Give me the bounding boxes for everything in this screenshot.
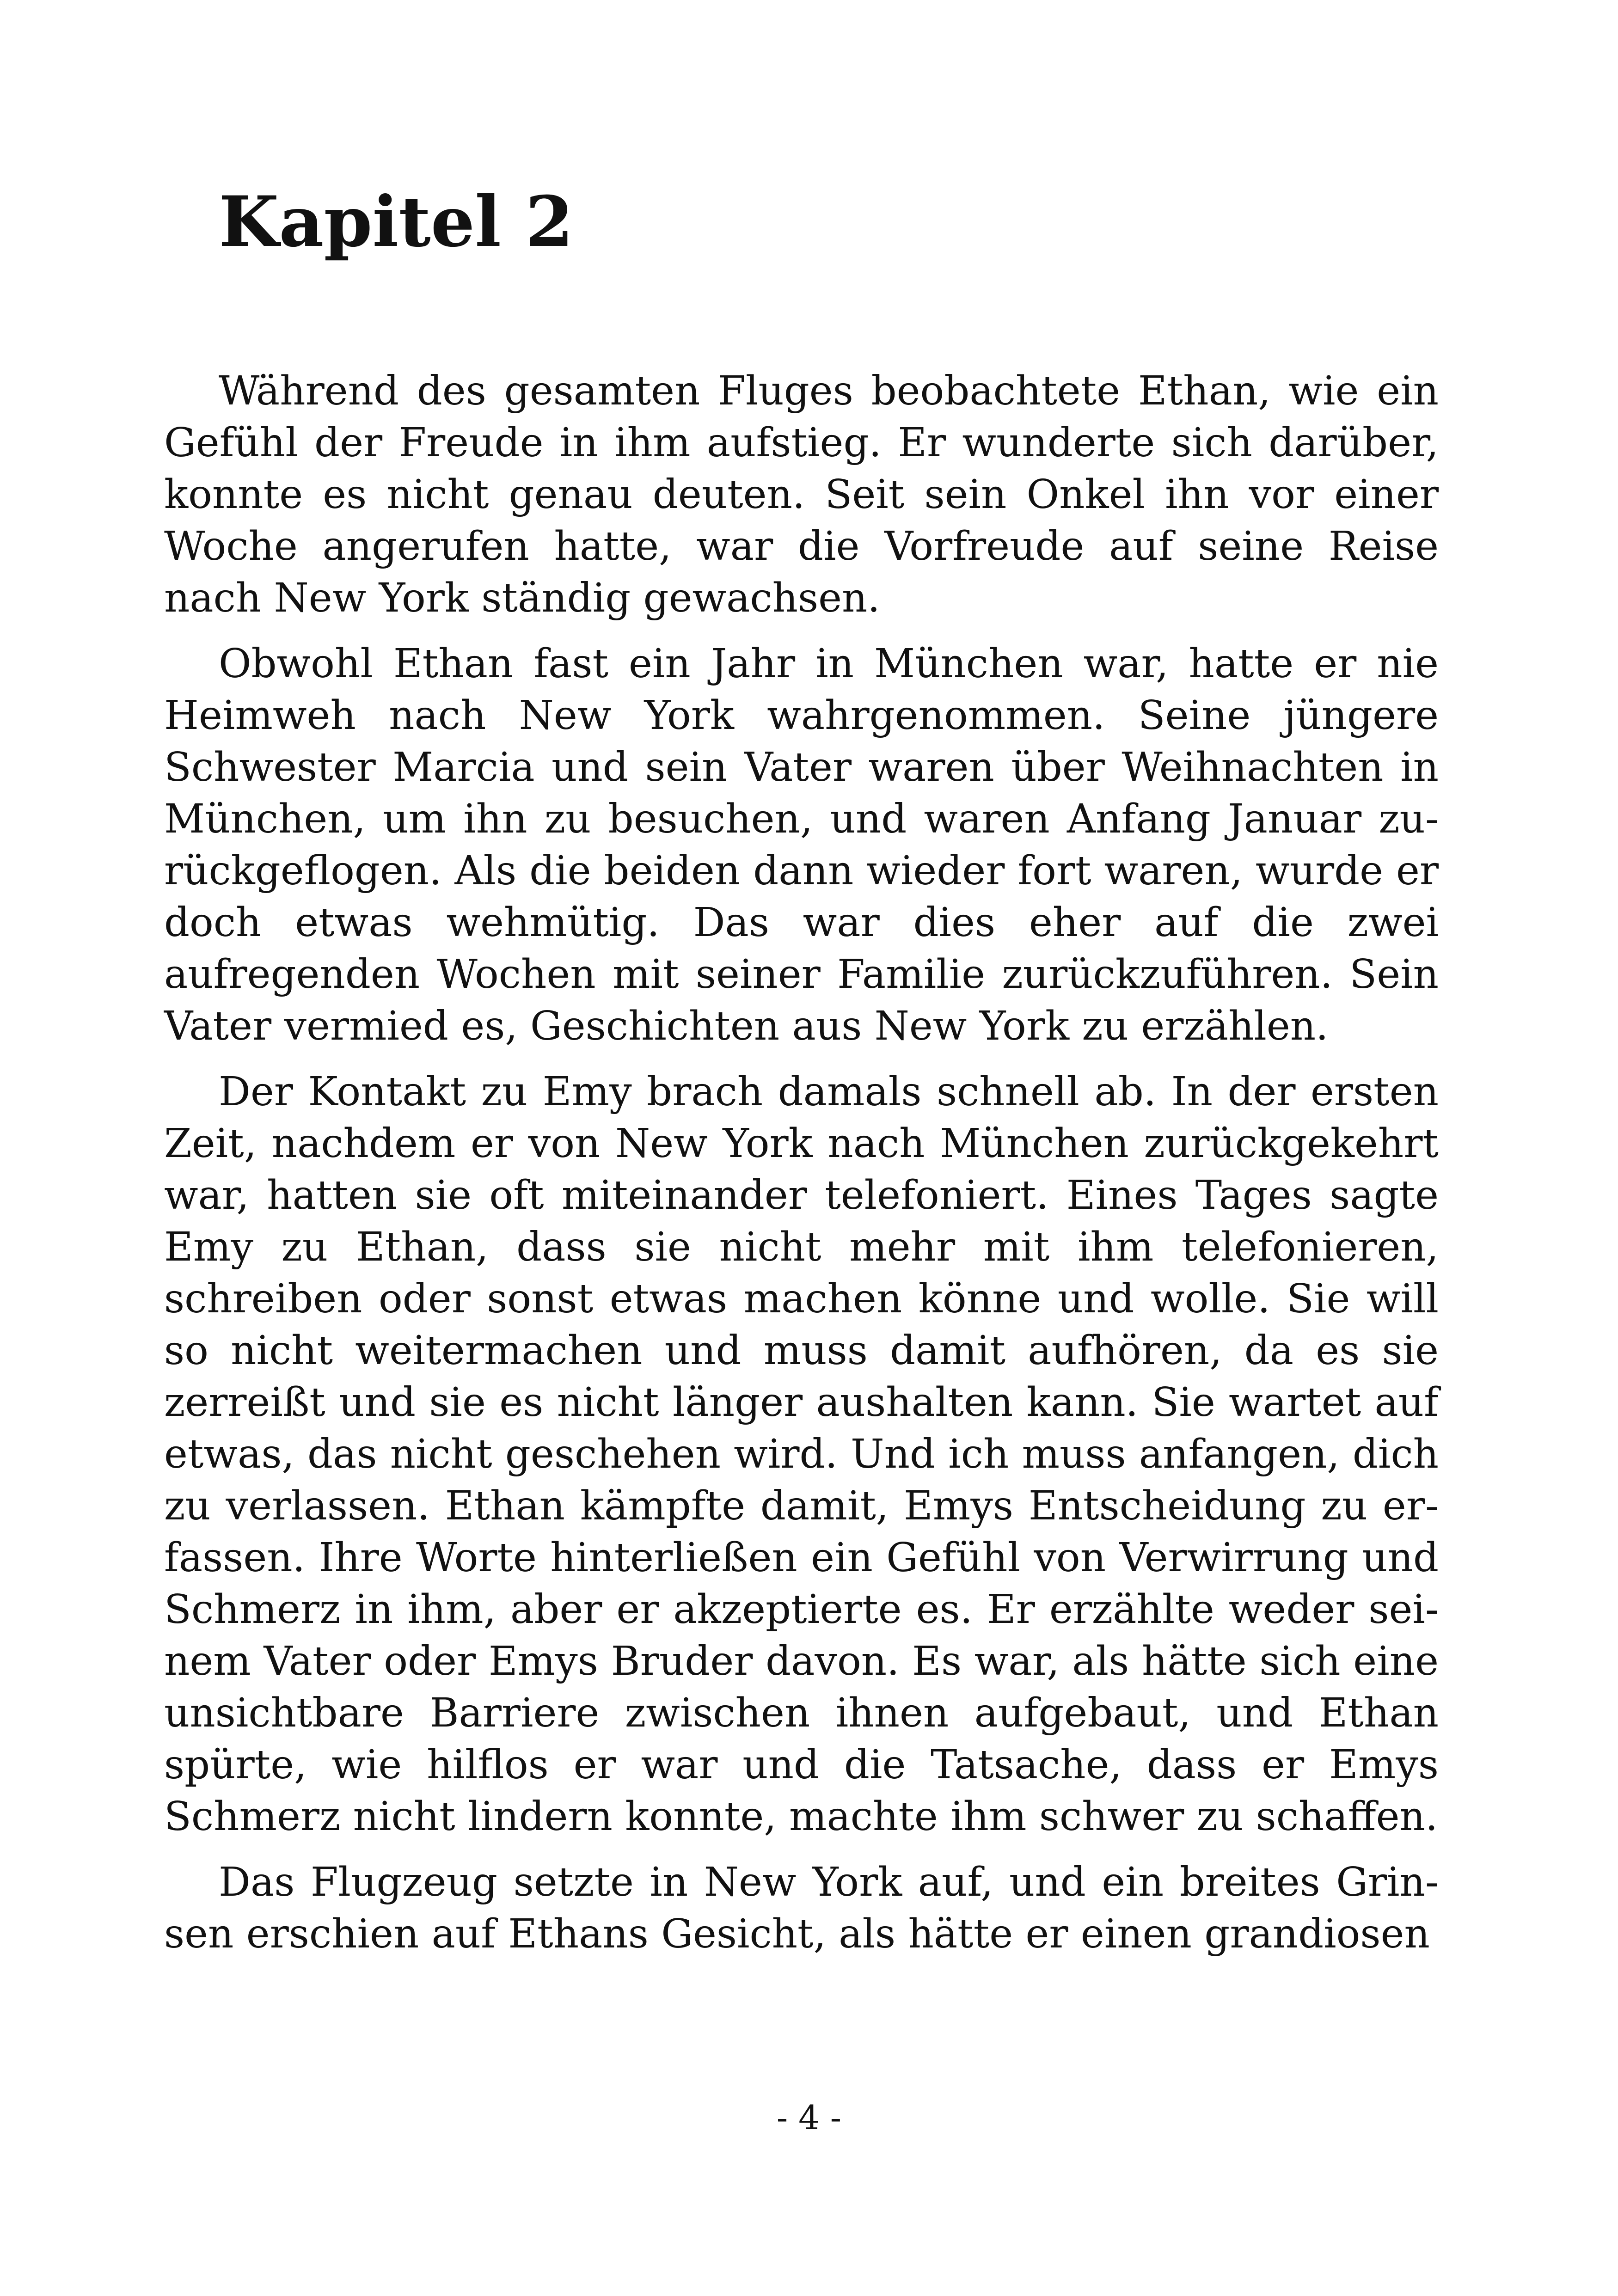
paragraph-3: Der Kontakt zu Emy brach damals schnell ab. In der ersten Zeit, nachdem er von New York nach München zurückgekehrt war, hatten sie oft miteinander telefoniert. Eines Tages sagte Emy zu Ethan, dass sie nicht mehr mit ihm telefonieren, schreiben oder sonst etwas machen könne und wolle. Sie will so nicht weitermachen und muss damit aufhören, da es sie zerreißt und sie es nicht länger aushalten kann. Sie wartet auf etwas, das nicht geschehen wird. Und ich muss anfangen, dich zu verlassen. Ethan kämpfte damit, Emys Entscheidung zu erfassen. Ihre Worte hinterließen ein Gefühl von Verwirrung und Schmerz in ihm, aber er akzeptierte es. Er erzählte weder seinem Vater oder Emys Bruder davon. Es war, als hätte sich eine unsichtbare Barriere zwischen ihnen aufgebaut, und Ethan spürte, wie hilflos er war und die Tatsache, dass er Emys Schmerz nicht lindern konnte, machte ihm schwer zu schaffen.	[164, 1069, 1439, 1840]
chapter-title: Kapitel 2	[219, 181, 574, 263]
page-number: - 4 -	[776, 2098, 842, 2137]
paragraph-4: Das Flugzeug setzte in New York auf, und ein breites Grinsen erschien auf Ethans Gesicht, als hätte er einen grandiosen	[164, 1859, 1439, 1957]
paragraph-2: Obwohl Ethan fast ein Jahr in München war, hatte er nie Heimweh nach New York wahrgenommen. Seine jüngere Schwester Marcia und sein Vater waren über Weihnachten in München, um ihn zu besuchen, und waren Anfang Januar zurückgeflogen. Als die beiden dann wieder fort waren, wurde er doch etwas wehmütig. Das war dies eher auf die zwei aufregenden Wochen mit seiner Familie zurückzuführen. Sein Vater vermied es, Geschichten aus New York zu erzählen.	[164, 641, 1439, 1049]
chapter-body	[164, 365, 1439, 1960]
paragraph-1: Während des gesamten Fluges beobachtete Ethan, wie ein Gefühl der Freude in ihm aufstieg. Er wunderte sich darüber, konnte es nicht genau deuten. Seit sein Onkel ihn vor einer Woche angerufen hatte, war die Vorfreude auf seine Reise nach New York ständig gewachsen.	[164, 368, 1439, 621]
